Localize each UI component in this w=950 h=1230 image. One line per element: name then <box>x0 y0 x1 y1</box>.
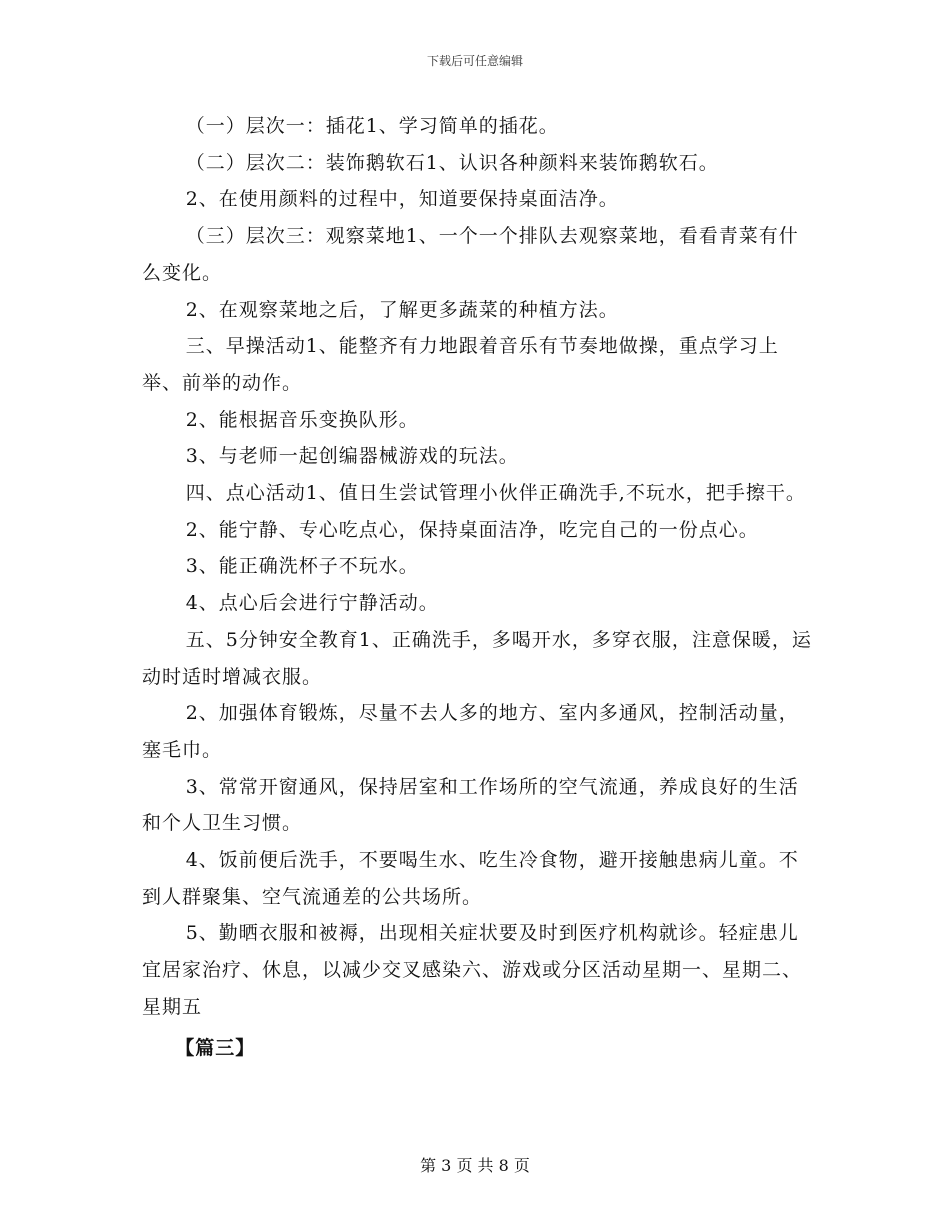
page-footer: 第 3 页 共 8 页 <box>420 1156 530 1175</box>
page-header: 下载后可任意编辑 <box>426 54 523 68</box>
paragraph: 4、点心后会进行宁静活动。 <box>185 592 439 615</box>
paragraph: 3、能正确洗杯子不玩水。 <box>185 555 419 578</box>
paragraph: 2、能宁静、专心吃点心，保持桌面洁净，吃完自己的一份点心。 <box>185 518 759 541</box>
paragraph: 3、与老师一起创编器械游戏的玩法。 <box>185 445 519 468</box>
paragraph: 2、能根据音乐变换队形。 <box>185 408 419 431</box>
document-body <box>142 108 814 1066</box>
paragraph: （二）层次二：装饰鹅软石1、认识各种颜料来装饰鹅软石。 <box>185 151 719 174</box>
paragraph: （一）层次一：插花1、学习简单的插花。 <box>185 115 559 137</box>
paragraph: 2、在使用颜料的过程中，知道要保持桌面洁净。 <box>185 188 619 211</box>
paragraph: 4、饭前便后洗手，不要喝生水、吃生冷食物，避开接触患病儿童。不到人群聚集、空气流通差的公共场所。 <box>142 849 799 908</box>
paragraph: 5、勤晒衣服和被褥，出现相关症状要及时到医疗机构就诊。轻症患儿宜居家治疗、休息，以减少交叉感染六、游戏或分区活动星期一、星期二、星期五 <box>142 922 803 1018</box>
paragraph: （三）层次三：观察菜地1、一个一个排队去观察菜地，看看青菜有什么变化。 <box>142 225 799 284</box>
paragraph: 五、5分钟安全教育1、正确洗手，多喝开水，多穿衣服，注意保暖，运动时适时增减衣服。 <box>142 628 812 688</box>
section-heading: 【篇三】 <box>175 1036 256 1059</box>
paragraph: 四、点心活动1、值日生尝试管理小伙伴正确洗手,不玩水，把手擦干。 <box>185 482 806 505</box>
paragraph: 2、加强体育锻炼，尽量不去人多的地方、室内多通风，控制活动量，塞毛巾。 <box>142 702 799 761</box>
paragraph: 三、早操活动1、能整齐有力地跟着音乐有节奏地做操，重点学习上举、前举的动作。 <box>142 335 779 394</box>
paragraph: 2、在观察菜地之后，了解更多蔬菜的种植方法。 <box>185 298 619 321</box>
paragraph: 3、常常开窗通风，保持居室和工作场所的空气流通，养成良好的生活和个人卫生习惯。 <box>142 775 799 835</box>
